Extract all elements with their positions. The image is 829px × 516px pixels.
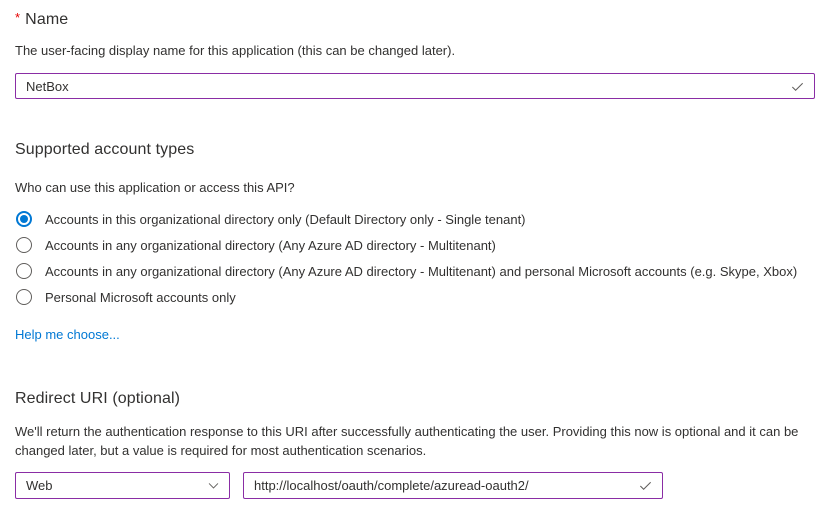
name-section-title bbox=[15, 10, 68, 29]
radio-option-multitenant-personal[interactable] bbox=[15, 258, 797, 284]
valid-checkmark-icon bbox=[790, 79, 814, 94]
radio-option-single-tenant[interactable] bbox=[15, 206, 797, 232]
radio-button-icon[interactable] bbox=[16, 237, 32, 253]
radio-option-label[interactable]: Accounts in any organizational directory (Any Azure AD directory - Multitenant) and personal Microsoft accounts (e.g. Skype, Xbox) bbox=[45, 263, 798, 279]
valid-checkmark-icon bbox=[638, 478, 662, 493]
radio-option-label[interactable]: Accounts in this organizational directory only (Default Directory only - Single tenant) bbox=[45, 211, 526, 227]
platform-select-value: Web bbox=[26, 478, 53, 493]
required-asterisk: * bbox=[15, 10, 21, 25]
radio-option-label[interactable]: Personal Microsoft accounts only bbox=[45, 289, 236, 305]
redirect-uri-input-field[interactable] bbox=[243, 472, 663, 499]
redirect-uri-input[interactable] bbox=[244, 478, 638, 493]
name-input-field[interactable] bbox=[15, 73, 815, 99]
account-types-question: Who can use this application or access this API? bbox=[15, 180, 295, 195]
name-label: Name bbox=[25, 11, 69, 28]
name-input[interactable] bbox=[16, 79, 790, 94]
chevron-down-icon bbox=[207, 479, 220, 492]
radio-button-icon[interactable] bbox=[16, 211, 32, 227]
platform-select[interactable] bbox=[15, 472, 230, 499]
radio-option-label[interactable]: Accounts in any organizational directory (Any Azure AD directory - Multitenant) bbox=[45, 237, 496, 253]
radio-option-multitenant[interactable] bbox=[15, 232, 797, 258]
radio-option-personal-only[interactable] bbox=[15, 284, 797, 310]
redirect-uri-description: We'll return the authentication response to this URI after successfully authenticating the user. Providing this now is optional and it can be changed later, but a value is required for most authentication scenarios. bbox=[15, 424, 799, 458]
radio-button-icon[interactable] bbox=[16, 263, 32, 279]
account-types-radio-group bbox=[15, 206, 797, 310]
redirect-uri-title: Redirect URI (optional) bbox=[15, 390, 181, 407]
help-me-choose-link[interactable]: Help me choose... bbox=[15, 327, 120, 342]
radio-button-icon[interactable] bbox=[16, 289, 32, 305]
name-description: The user-facing display name for this application (this can be changed later). bbox=[15, 43, 456, 58]
account-types-title: Supported account types bbox=[15, 141, 195, 158]
